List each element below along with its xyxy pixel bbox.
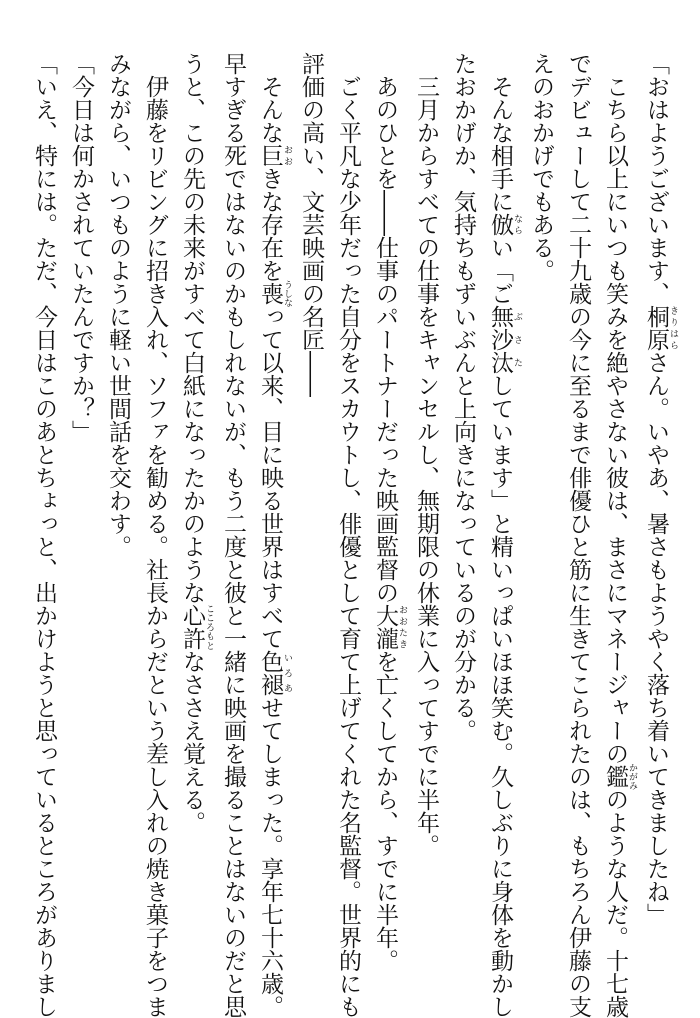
furigana-reading: かがみ [627, 763, 637, 790]
ruby-annotation: 桐原 きりはら [643, 305, 678, 351]
ruby-annotation: 鑑 かがみ [602, 763, 637, 790]
text-line: 「おはようございます、桐原 きりはらさん。いやあ、暑さもようやく落ち着いてきましたね」 [643, 52, 678, 926]
ruby-annotation: 心許 こころもと [179, 604, 214, 650]
furigana-reading: なら [512, 213, 522, 236]
text-line: そんな相手に倣 ならい「ご無沙汰 ぶさたしています」と精いっぱいほほ笑む。久しぶりに身体を動かし [487, 52, 522, 1018]
text-line: 三月からすべての仕事をキャンセルし、無期限の休業に入ってすでに半年。 [413, 52, 439, 857]
furigana-reading: ぶさた [512, 305, 522, 374]
text-line: こちら以上にいつも笑みを絶やさない彼は、まさにマネージャーの鑑 かがみのような人だ。十七歳 [602, 52, 637, 1018]
text-line: 伊藤をリビングに招き入れ、ソファを勧める。社長からだという差し入れの焼き菓子をつま [142, 52, 168, 1018]
ruby-annotation: 喪 うしな [257, 280, 292, 307]
furigana-reading: こころもと [204, 604, 214, 650]
ruby-annotation: 倣 なら [487, 213, 522, 236]
text-line: そんな巨 おおきな存在を喪 うしなって以来、目に映る世界はすべて色褪 いろあせてしまった。享年七十六歳。 [257, 52, 292, 1018]
text-line: うと、この先の未来がすべて白紙になったかのような心許 こころもとなささえ覚える。 [179, 52, 214, 834]
ruby-annotation: 大瀧 おおたき [372, 604, 407, 650]
text-line: 早すぎる死ではないのかもしれないが、もう二度と彼と一緒に映画を撮ることはないのだと思 [220, 52, 246, 1018]
text-line: 「いえ、特には。ただ、今日はこのあとちょっと、出かけようと思っているところがありまし [31, 52, 57, 1018]
vertical-text-body [25, 52, 678, 1018]
text-line: でデビューして二十九歳の今に至るまで俳優ひと筋に生きてこられたのは、もちろん伊藤の支 [565, 52, 591, 1018]
text-line: 評価の高い、文芸映画の名匠―― [298, 52, 324, 397]
furigana-reading: いろあ [282, 650, 292, 696]
text-line: ごく平凡な少年だった自分をスカウトし、俳優として育て上げてくれた名監督。世界的にも [335, 52, 361, 1018]
furigana-reading: うしな [282, 280, 292, 307]
text-line: えのおかげでもある。 [528, 52, 554, 282]
ruby-annotation: 無沙汰 ぶさた [487, 305, 522, 374]
text-line: あのひとを――仕事のパートナーだった映画監督の大瀧 おおたきを亡くしてから、すでに半年。 [372, 52, 407, 972]
furigana-reading: おお [282, 144, 292, 167]
ruby-annotation: 色褪 いろあ [257, 650, 292, 696]
furigana-reading: おおたき [397, 604, 407, 650]
text-line: たおかげか、気持ちもずいぶんと上向きになっているのが分かる。 [450, 52, 476, 742]
text-line: 「今日は何かされていたんですか？」 [68, 52, 94, 443]
furigana-reading: きりはら [668, 305, 678, 351]
ruby-annotation: 巨 おお [257, 144, 292, 167]
text-line: みながら、いつものように軽い世間話を交わす。 [105, 52, 131, 558]
